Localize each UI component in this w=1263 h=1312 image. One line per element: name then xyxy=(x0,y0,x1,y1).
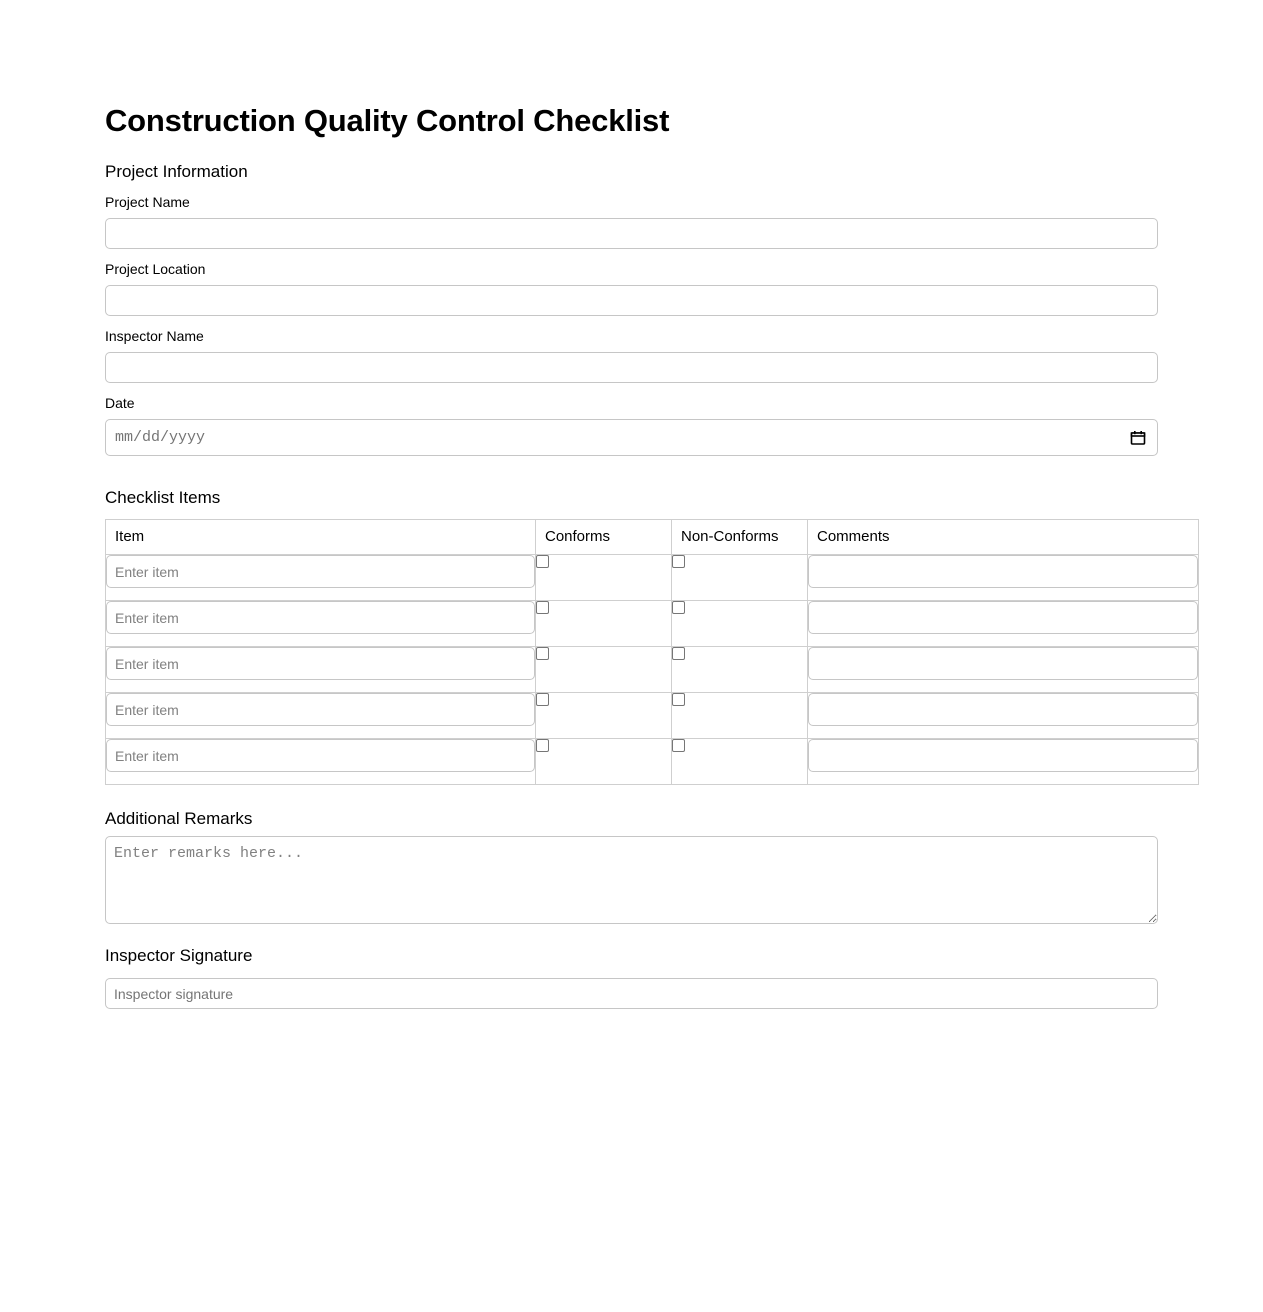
cell-comments xyxy=(808,739,1199,785)
cell-comments xyxy=(808,647,1199,693)
conforms-checkbox[interactable] xyxy=(536,555,549,568)
comments-input[interactable] xyxy=(808,693,1198,726)
table-row xyxy=(106,739,1199,785)
cell-non-conforms xyxy=(672,693,808,739)
label-project-location: Project Location xyxy=(105,261,206,277)
conforms-checkbox[interactable] xyxy=(536,601,549,614)
non-conforms-checkbox[interactable] xyxy=(672,555,685,568)
conforms-checkbox[interactable] xyxy=(536,739,549,752)
cell-item xyxy=(106,647,536,693)
section-heading-additional-remarks: Additional Remarks xyxy=(105,809,253,828)
project-name-input[interactable] xyxy=(105,218,1158,249)
field-group-date xyxy=(105,383,1158,456)
table-row xyxy=(106,601,1199,647)
comments-input[interactable] xyxy=(808,739,1198,772)
cell-conforms xyxy=(536,739,672,785)
cell-item xyxy=(106,555,536,601)
table-row xyxy=(106,555,1199,601)
conforms-checkbox[interactable] xyxy=(536,693,549,706)
section-heading-checklist-items: Checklist Items xyxy=(105,488,221,507)
cell-non-conforms xyxy=(672,555,808,601)
additional-remarks-textarea[interactable] xyxy=(105,836,1158,924)
cell-item xyxy=(106,693,536,739)
table-row xyxy=(106,647,1199,693)
non-conforms-checkbox[interactable] xyxy=(672,647,685,660)
table-header-row xyxy=(106,520,1199,555)
section-heading-project-information: Project Information xyxy=(105,162,248,181)
column-header-non-conforms: Non-Conforms xyxy=(672,520,808,555)
label-project-name: Project Name xyxy=(105,194,190,210)
table-row xyxy=(106,693,1199,739)
cell-comments xyxy=(808,693,1199,739)
non-conforms-checkbox[interactable] xyxy=(672,601,685,614)
inspector-name-input[interactable] xyxy=(105,352,1158,383)
field-group-inspector-name xyxy=(105,316,1158,383)
date-input[interactable] xyxy=(105,419,1158,456)
item-input[interactable] xyxy=(106,739,535,772)
non-conforms-checkbox[interactable] xyxy=(672,693,685,706)
cell-conforms xyxy=(536,693,672,739)
label-inspector-name: Inspector Name xyxy=(105,328,204,344)
item-input[interactable] xyxy=(106,601,535,634)
cell-non-conforms xyxy=(672,601,808,647)
field-group-project-name xyxy=(105,182,1158,249)
comments-input[interactable] xyxy=(808,647,1198,680)
cell-non-conforms xyxy=(672,739,808,785)
field-group-project-location xyxy=(105,249,1158,316)
cell-item xyxy=(106,739,536,785)
comments-input[interactable] xyxy=(808,601,1198,634)
spacer-above-remarks xyxy=(105,785,1158,809)
comments-input[interactable] xyxy=(808,555,1198,588)
cell-conforms xyxy=(536,601,672,647)
cell-comments xyxy=(808,555,1199,601)
column-header-comments: Comments xyxy=(808,520,1199,555)
date-input-wrapper xyxy=(105,419,1158,456)
section-heading-inspector-signature: Inspector Signature xyxy=(105,946,253,965)
cell-conforms xyxy=(536,555,672,601)
inspector-signature-input[interactable] xyxy=(105,978,1158,1009)
page-title: Construction Quality Control Checklist xyxy=(105,103,670,138)
label-date: Date xyxy=(105,395,135,411)
cell-conforms xyxy=(536,647,672,693)
item-input[interactable] xyxy=(106,647,535,680)
project-location-input[interactable] xyxy=(105,285,1158,316)
cell-comments xyxy=(808,601,1199,647)
checklist-table-body xyxy=(106,555,1199,785)
cell-non-conforms xyxy=(672,647,808,693)
cell-item xyxy=(106,601,536,647)
column-header-conforms: Conforms xyxy=(536,520,672,555)
non-conforms-checkbox[interactable] xyxy=(672,739,685,752)
column-header-item: Item xyxy=(106,520,536,555)
conforms-checkbox[interactable] xyxy=(536,647,549,660)
spacer-above-signature xyxy=(105,924,1158,946)
checklist-table-head xyxy=(106,520,1199,555)
item-input[interactable] xyxy=(106,693,535,726)
checklist-table xyxy=(105,519,1199,785)
item-input[interactable] xyxy=(106,555,535,588)
